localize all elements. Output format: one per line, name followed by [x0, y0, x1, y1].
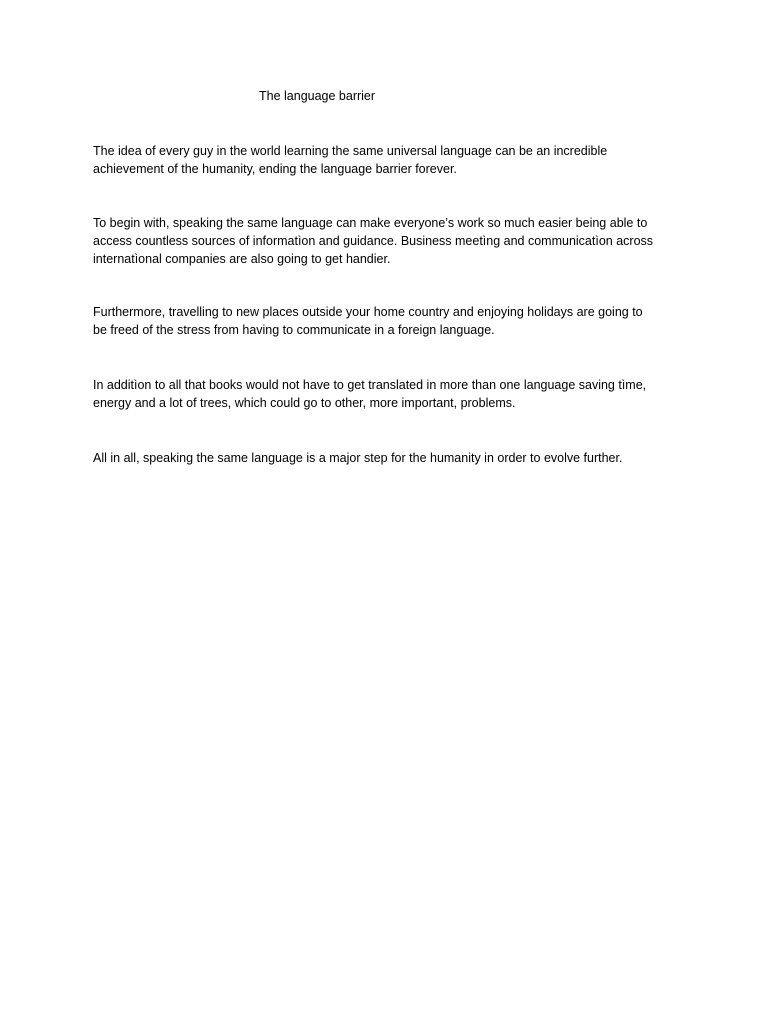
paragraph-3: [93, 303, 693, 339]
paragraph-2-line-2: access countless sources of informatìon and guidance. Business meetìng and communicatìon across: [93, 234, 654, 248]
paragraph-2-line-1: To begin with, speaking the same language can make everyone’s work so much easier being able to: [93, 216, 648, 230]
paragraph-1-line-2: achievement of the humanity, ending the language barrier forever.: [93, 162, 457, 176]
paragraph-4-line-2: energy and a lot of trees, which could go to other, more important, problems.: [93, 396, 516, 410]
paragraph-3-line-2: be freed of the stress from having to communicate in a foreign language.: [93, 323, 495, 337]
document-title: The language barrier: [259, 89, 376, 103]
paragraph-4: [93, 376, 693, 412]
paragraph-1-line-1: The idea of every guy in the world learning the same universal language can be an incredible: [93, 144, 608, 158]
paragraph-5-line-1: All in all, speaking the same language is a major step for the humanity in order to evolve further.: [93, 451, 623, 465]
paragraph-4-line-1: In additìon to all that books would not have to get translated in more than one language saving tìme,: [93, 378, 647, 392]
paragraph-2: [93, 214, 693, 268]
paragraph-5: [93, 449, 693, 467]
paragraph-2-line-3: internatìonal companies are also going to get handier.: [93, 252, 391, 266]
paragraph-1: [93, 142, 693, 178]
paragraph-3-line-1: Furthermore, travelling to new places outside your home country and enjoying holidays are going to: [93, 305, 643, 319]
